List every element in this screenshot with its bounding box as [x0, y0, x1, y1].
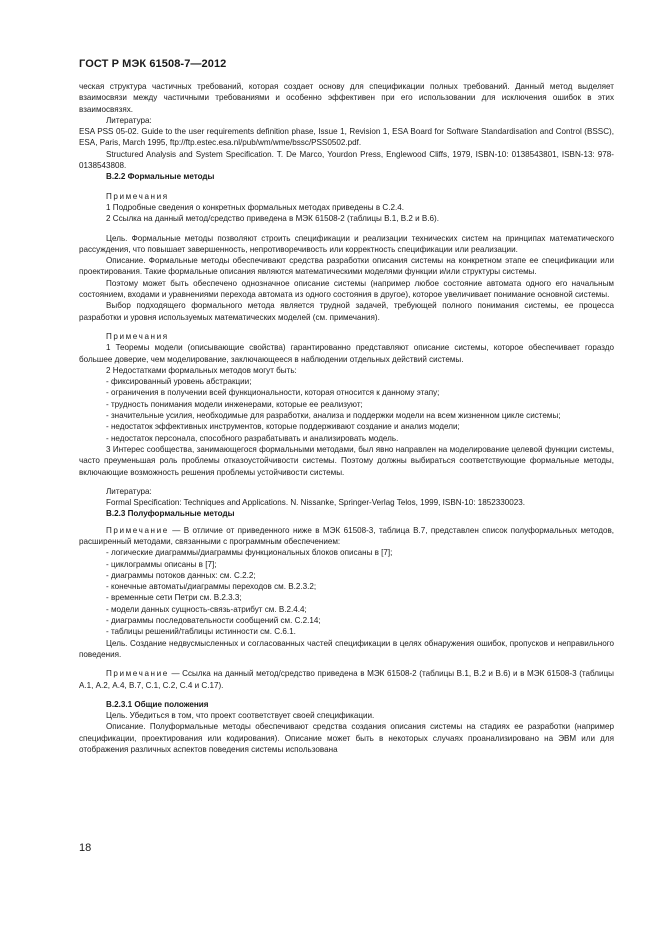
note-paragraph [79, 668, 614, 691]
paragraph: Описание. Формальные методы обеспечивают средства разработки описания системы на конкретном этапе ее спецификации или проектирования. Такие формальные описания являются математическими моделями функции и/или структуры системы. [79, 256, 614, 277]
note-item: 2 Недостатками формальных методов могут быть: [106, 365, 297, 375]
reference: Structured Analysis and System Specification. T. De Marco, Yourdon Press, Englewood Cliffs, 1979, ISBN-10: 0138543801, ISBN-13: 978-0138543808. [79, 149, 614, 171]
section-heading: В.2.2 Формальные методы [106, 172, 215, 182]
note-text: — В отличие от приведенного ниже в МЭК 61508-3, таблица В.7, представлен список полуформальных методов, расширенный методами, связанными с программным обеспечением: [79, 525, 614, 546]
list-item: - логические диаграммы/диаграммы функциональных блоков описаны в [7]; [106, 548, 393, 558]
list-item: - таблицы решений/таблицы истинности см. С.6.1. [106, 627, 296, 637]
list-item: - трудность понимания модели инженерами, которые ее реализуют; [106, 399, 363, 409]
note-item: 1 Теоремы модели (описывающие свойства) гарантированно представляют описание системы, которое обеспечивает гораздо большее доверие, чем моделирование, заключающееся в наблюдении отдельных действий системы. [79, 343, 614, 364]
notes-label: Примечания [106, 191, 169, 201]
page-number: 18 [79, 842, 92, 854]
paragraph: Цель. Убедиться в том, что проект соответствует своей спецификации. [106, 711, 375, 721]
note-paragraph [79, 525, 614, 548]
note-item: 1 Подробные сведения о конкретных формальных методах приведены в С.2.4. [106, 202, 404, 212]
note-item: 3 Интерес сообщества, занимающегося формальными методами, был явно направлен на моделирование целевой функции системы, часто преуменьшая роль проблемы отказоустойчивости системы. Поэтому должны выбираться соответствующие формальные методы, включающие возможность решения проблемы устойчивости системы. [79, 444, 614, 477]
reference: ESA PSS 05-02. Guide to the user requirements definition phase, Issue 1, Revision 1, ESA Board for Software Standardisation and Control (BSSC), ESA, Paris, March 1995, ftp://ftp.estec.esa.nl/pub/wm/wme/bssc/PSS0502.pdf. [79, 127, 614, 148]
reference: Formal Specification: Techniques and Applications. N. Nissanke, Springer-Verlag Telos, 1999, ISBN-10: 1852330023. [106, 498, 526, 508]
list-item: - значительные усилия, необходимые для разработки, анализа и поддержки модели на всем жизненном цикле системы; [106, 411, 561, 421]
notes-label: Примечания [106, 331, 169, 341]
list-item: - диаграммы потоков данных: см. С.2.2; [106, 570, 256, 580]
paragraph: Выбор подходящего формального метода является трудной задачей, требующей полного понимания системы, ее процесса разработки и уровня используемых математических моделей (см. примечания). [79, 301, 614, 322]
section-heading: В.2.3.1 Общие положения [106, 699, 209, 709]
list-item: - ограничения в получении всей функциональности, которая относится к данному этапу; [106, 388, 440, 398]
list-item: - циклограммы описаны в [7]; [106, 559, 217, 569]
literature-label: Литература: [106, 486, 152, 496]
standard-header: ГОСТ Р МЭК 61508-7—2012 [79, 58, 227, 70]
paragraph: Описание. Полуформальные методы обеспечивают средства создания описания системы на стадиях ее разработки (например спецификации, проектирования или кодирования). Описание может быть в некоторых случаях проанализировано на ЭВМ или для отображения различных аспектов поведения системы использована [79, 722, 614, 755]
list-item: - временные сети Петри см. В.2.3.3; [106, 593, 242, 603]
paragraph: Цель. Создание недвусмысленных и согласованных частей спецификации в целях обнаружения ошибок, пропусков и неправильного поведения. [79, 638, 614, 659]
document-body [79, 81, 614, 755]
note-label: Примечание [106, 525, 169, 535]
list-item: - фиксированный уровень абстракции; [106, 377, 252, 387]
list-item: - конечные автоматы/диаграммы переходов см. В.2.3.2; [106, 582, 317, 592]
note-text: — Ссылка на данный метод/средство приведена в МЭК 61508-2 (таблицы В.1, В.2 и В.6) и в МЭК 61508-3 (таблицы А.1, А.2, А.4, В.7, С.1, С.2, С.4 и С.17). [79, 669, 614, 690]
paragraph: ческая структура частичных требований, которая создает основу для спецификации полных требований. Данный метод выделяет взаимосвязи между частичными требованиями и особенно эффективен при его использовании для исключения ошибок в этих взаимосвязях. [79, 82, 614, 114]
list-item: - модели данных сущность-связь-атрибут см. В.2.4.4; [106, 604, 307, 614]
literature-label: Литература: [106, 115, 152, 125]
note-label: Примечание [106, 669, 169, 679]
paragraph: Цель. Формальные методы позволяют строить спецификации и реализации технических систем на принципах математического рассуждения, что повышает завершенность, непротиворечивость или корректность спецификации или реализации. [79, 233, 614, 254]
section-heading: В.2.3 Полуформальные методы [106, 509, 235, 519]
list-item: - диаграммы последовательности сообщений см. С.2.14; [106, 616, 321, 626]
note-item: 2 Ссылка на данный метод/средство приведена в МЭК 61508-2 (таблицы В.1, В.2 и В.6). [106, 214, 439, 224]
paragraph: Поэтому может быть обеспечено однозначное описание системы (например любое состояние автомата одного его начальным состоянием, входами и уравнениями перехода автомата из одного состояния в другое), которое увеличивает понимание основной системы. [79, 278, 614, 300]
list-item: - недостаток персонала, способного разрабатывать и анализировать модель. [106, 433, 399, 443]
list-item: - недостаток эффективных инструментов, которые поддерживают создание и анализ модели; [106, 422, 460, 432]
